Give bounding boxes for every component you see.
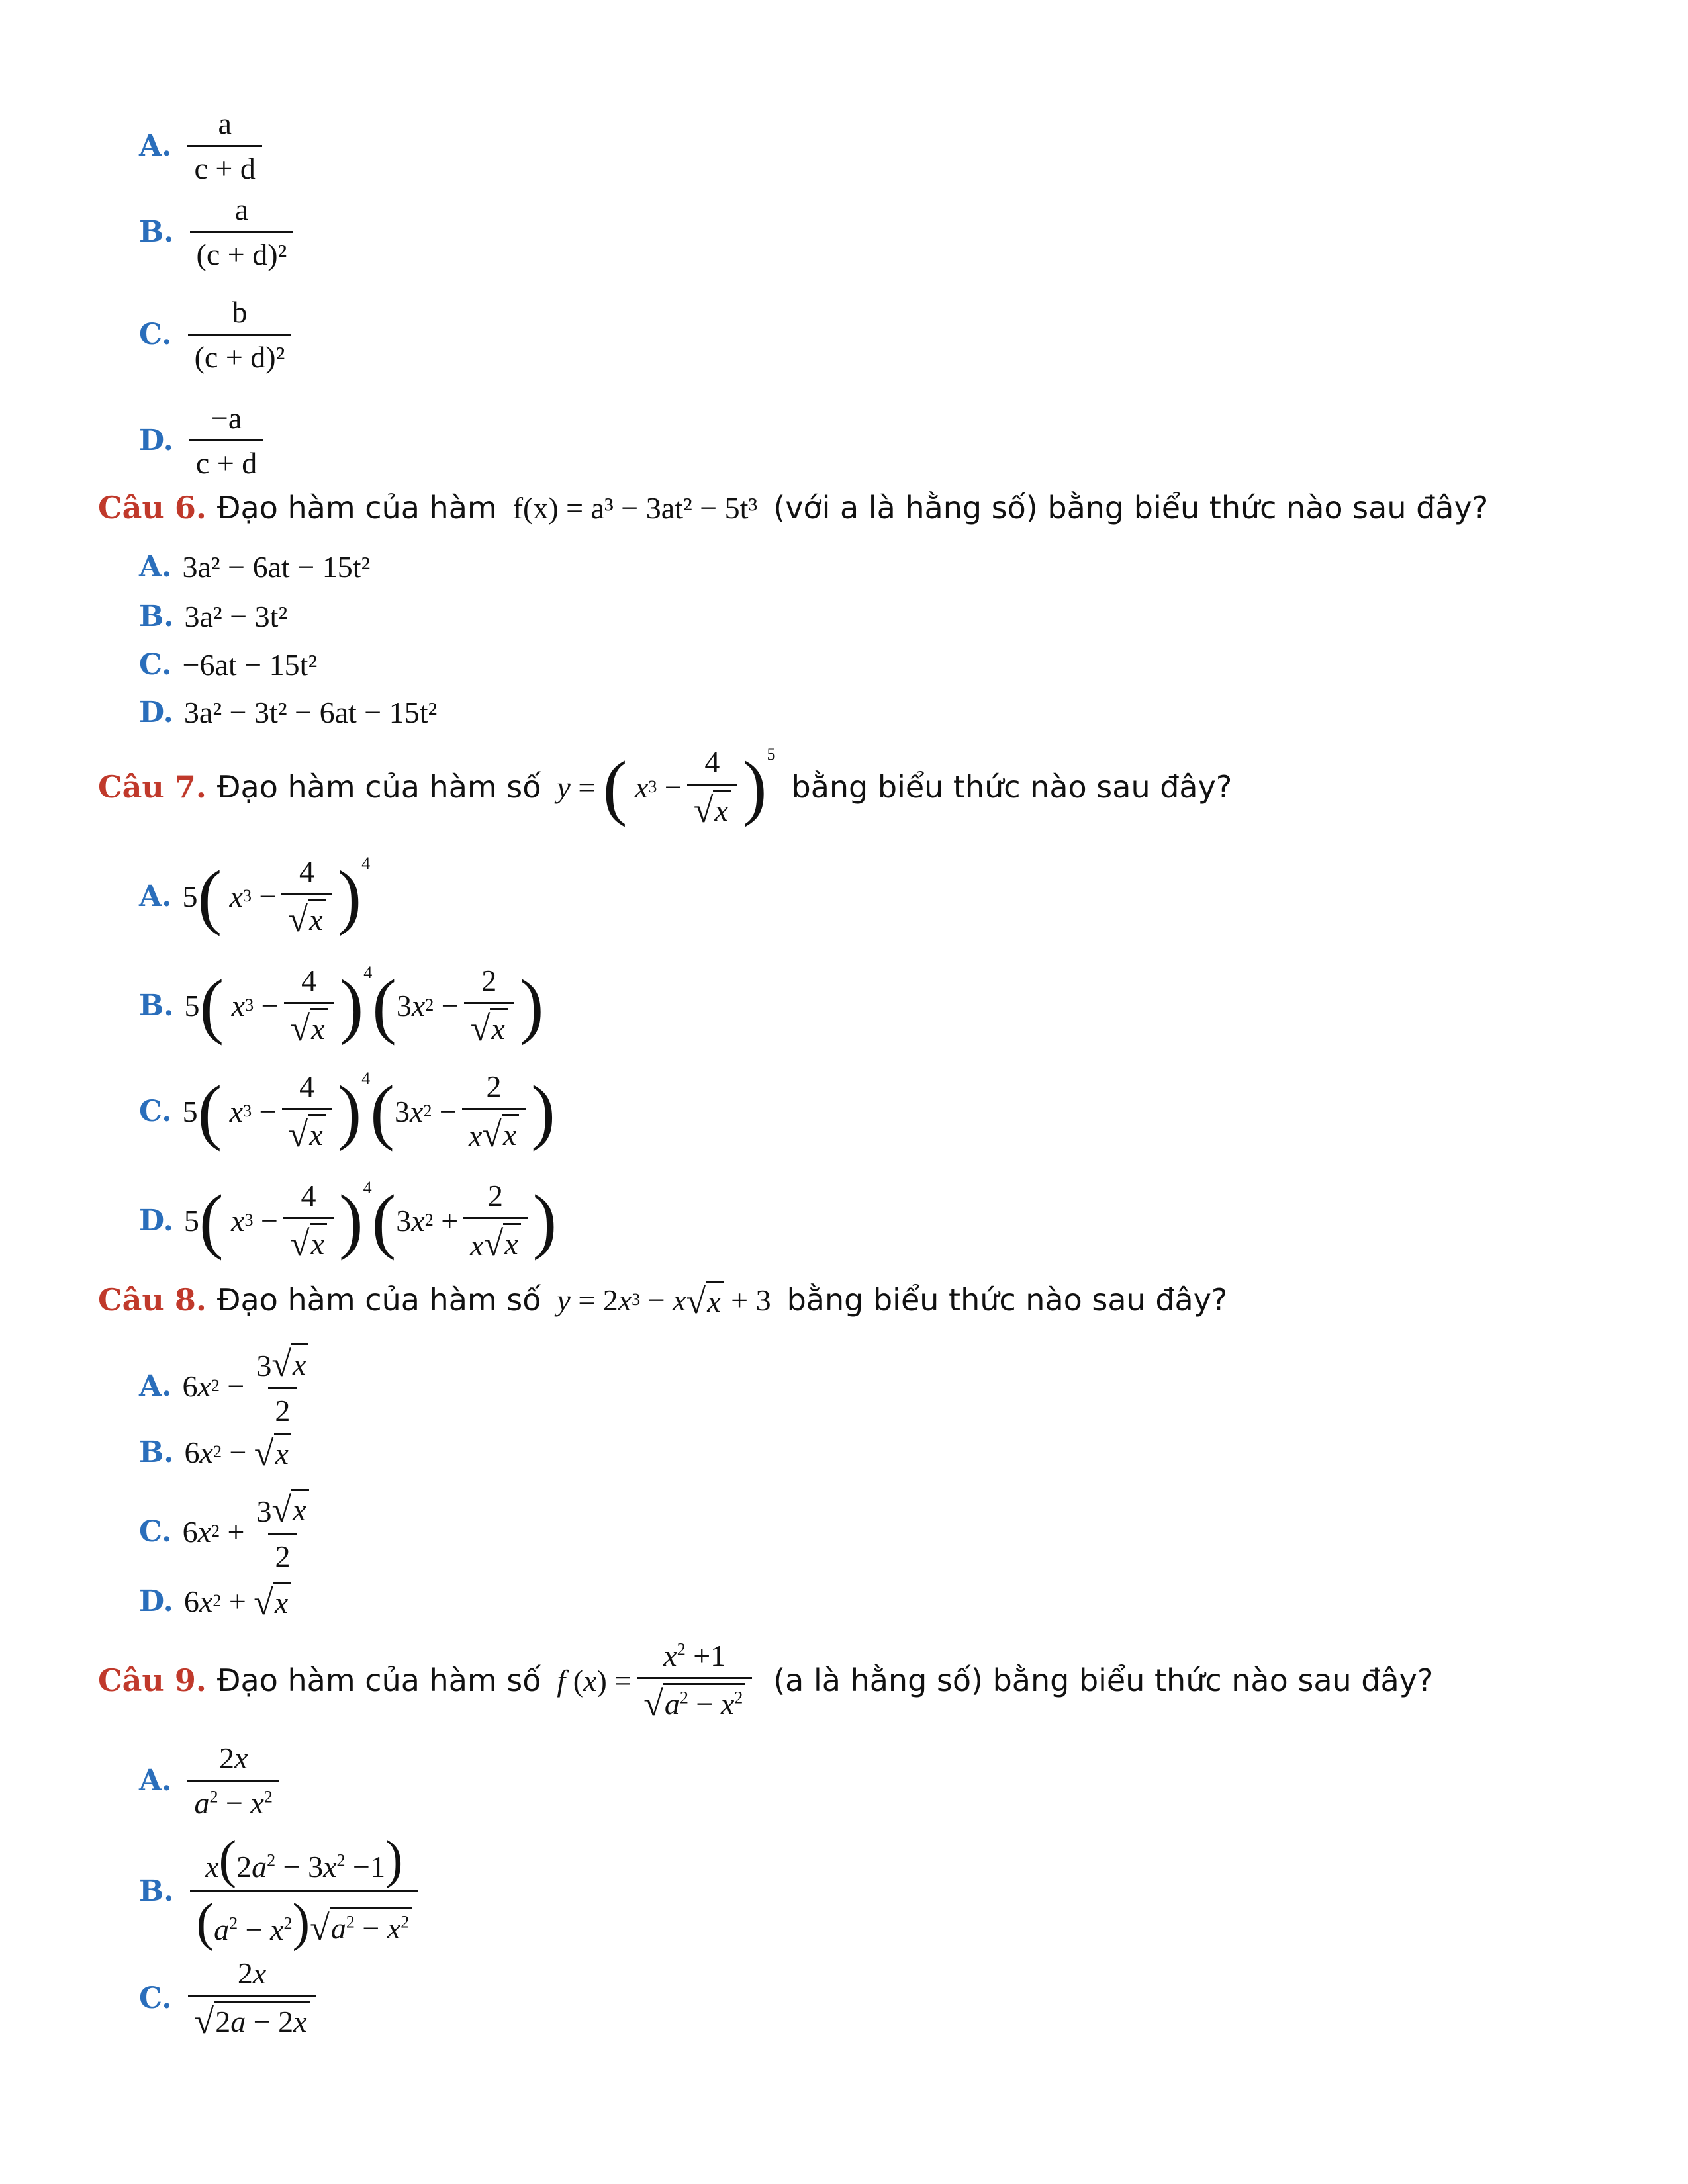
- option-expression: 3a² − 3t² − 6at − 15t²: [183, 696, 438, 729]
- option-label: C.: [139, 648, 172, 682]
- fraction-denominator: (c + d)²: [188, 334, 292, 375]
- fraction-numerator: −a: [211, 401, 242, 435]
- fraction-denominator: c + d: [189, 439, 263, 480]
- question-7: [98, 745, 1232, 829]
- q8-option-a: [139, 1343, 320, 1428]
- option-label: A.: [139, 879, 172, 913]
- option-expression: 6 x 2 + √ x: [184, 1582, 291, 1620]
- fraction-numerator: b: [232, 295, 248, 329]
- option-label: C.: [139, 318, 172, 351]
- question-text-tail: bằng biểu thức nào sau đây?: [786, 1282, 1228, 1318]
- option-expression: 5 ( x 3 − 4 √ x ) $^4$ ( 3 x 2 + 2 x √ x ): [183, 1178, 557, 1263]
- question-number: Câu 8.: [98, 1282, 207, 1318]
- option-label: B.: [139, 1435, 174, 1469]
- q6-option-d: [139, 695, 437, 730]
- option-expression: −6at − 15t²: [182, 648, 318, 682]
- option-expression: 2x √ 2a − 2x: [183, 1956, 322, 2040]
- option-label: D.: [139, 424, 173, 457]
- question-number: Câu 7.: [98, 769, 207, 805]
- option-label: D.: [139, 696, 173, 729]
- function-expression: y = ( x 3 − 4 √ x ) $^5$: [557, 745, 776, 830]
- option-label: A.: [139, 1369, 172, 1403]
- option-expression: $x(2a^2 - 3x^2 -1)$ $(a^2 - x^2)$ √ $a^2 - x^2$: [185, 1833, 424, 1949]
- question-number: Câu 9.: [98, 1662, 207, 1698]
- q7-option-b: [139, 963, 543, 1048]
- option-label: A.: [139, 129, 172, 163]
- option-label: B.: [139, 600, 174, 633]
- q8-option-d: [139, 1582, 291, 1620]
- question-text: Đạo hàm của hàm số: [216, 1662, 541, 1698]
- option-label: C.: [139, 1981, 172, 2015]
- question-text-tail: bằng biểu thức nào sau đây?: [791, 769, 1233, 805]
- fraction-numerator: a: [218, 107, 232, 140]
- option-expression: 5 ( x 3 − 4 √ x ) $^4$ ( 3 x 2 − 2 √ x ): [184, 963, 544, 1048]
- option-label: C.: [139, 1514, 172, 1549]
- option-expression: 5 ( x 3 − 4 √ x ) $^4$: [182, 854, 371, 939]
- q6-option-c: [139, 647, 317, 682]
- option-expression: 3a² − 3t²: [184, 600, 288, 633]
- fraction-numerator: a: [234, 193, 249, 226]
- q6-option-b: [139, 599, 287, 634]
- q5-option-d: [139, 400, 269, 480]
- q9-option-a: [139, 1741, 285, 1821]
- option-label: D.: [139, 1584, 173, 1618]
- question-text-tail: (a là hằng số) bằng biểu thức nào sau đây?: [773, 1662, 1434, 1698]
- question-text: Đạo hàm của hàm: [216, 490, 497, 525]
- q7-option-d: [139, 1178, 557, 1263]
- function-expression: f(x) = a³ − 3at² − 5t³: [512, 490, 758, 525]
- q9-option-c: [139, 1956, 322, 2040]
- option-expression: 3a² − 6at − 15t²: [182, 550, 371, 584]
- question-text: Đạo hàm của hàm số: [216, 769, 541, 805]
- option-expression: 5 ( x 3 − 4 √ x ) $^4$ ( 3 x 2 − 2 x √ x ): [182, 1069, 555, 1154]
- q8-option-b: [139, 1433, 291, 1471]
- q8-option-c: [139, 1489, 321, 1574]
- option-expression: 6 x 2 − 3 √ x 2: [182, 1343, 320, 1428]
- q9-option-b: [139, 1831, 424, 1952]
- function-expression: y = 2 x 3 − x √ x + 3: [557, 1281, 771, 1321]
- question-text-tail: (với a là hằng số) bằng biểu thức nào sau đây?: [773, 490, 1489, 525]
- fraction-denominator: c + d: [187, 145, 261, 186]
- q5-option-a: [139, 106, 267, 186]
- function-expression: f ( x ) = $x^2 +1$ √ $a^2 - x^2$: [557, 1638, 757, 1723]
- q6-option-a: [139, 549, 370, 584]
- q5-option-c: [139, 295, 297, 375]
- question-6: [98, 490, 1488, 525]
- option-label: C.: [139, 1094, 172, 1128]
- option-label: D.: [139, 1203, 173, 1238]
- question-9: [98, 1638, 1433, 1723]
- option-label: B.: [139, 988, 174, 1023]
- q7-option-a: [139, 854, 370, 938]
- option-label: B.: [139, 1874, 174, 1908]
- fraction-denominator: (c + d)²: [190, 231, 294, 272]
- option-label: A.: [139, 550, 172, 584]
- q7-option-c: [139, 1069, 555, 1154]
- option-label: A.: [139, 1764, 172, 1797]
- option-expression: $\frac{2x}{a^2 - x^2}$: [182, 1741, 284, 1821]
- question-text: Đạo hàm của hàm số: [216, 1282, 541, 1318]
- question-number: Câu 6.: [98, 490, 207, 525]
- option-expression: 6 x 2 − √ x: [185, 1433, 291, 1471]
- q5-option-b: [139, 192, 299, 272]
- option-label: B.: [139, 215, 174, 249]
- option-expression: 6 x 2 + 3 √ x 2: [183, 1489, 321, 1574]
- question-8: [98, 1281, 1227, 1319]
